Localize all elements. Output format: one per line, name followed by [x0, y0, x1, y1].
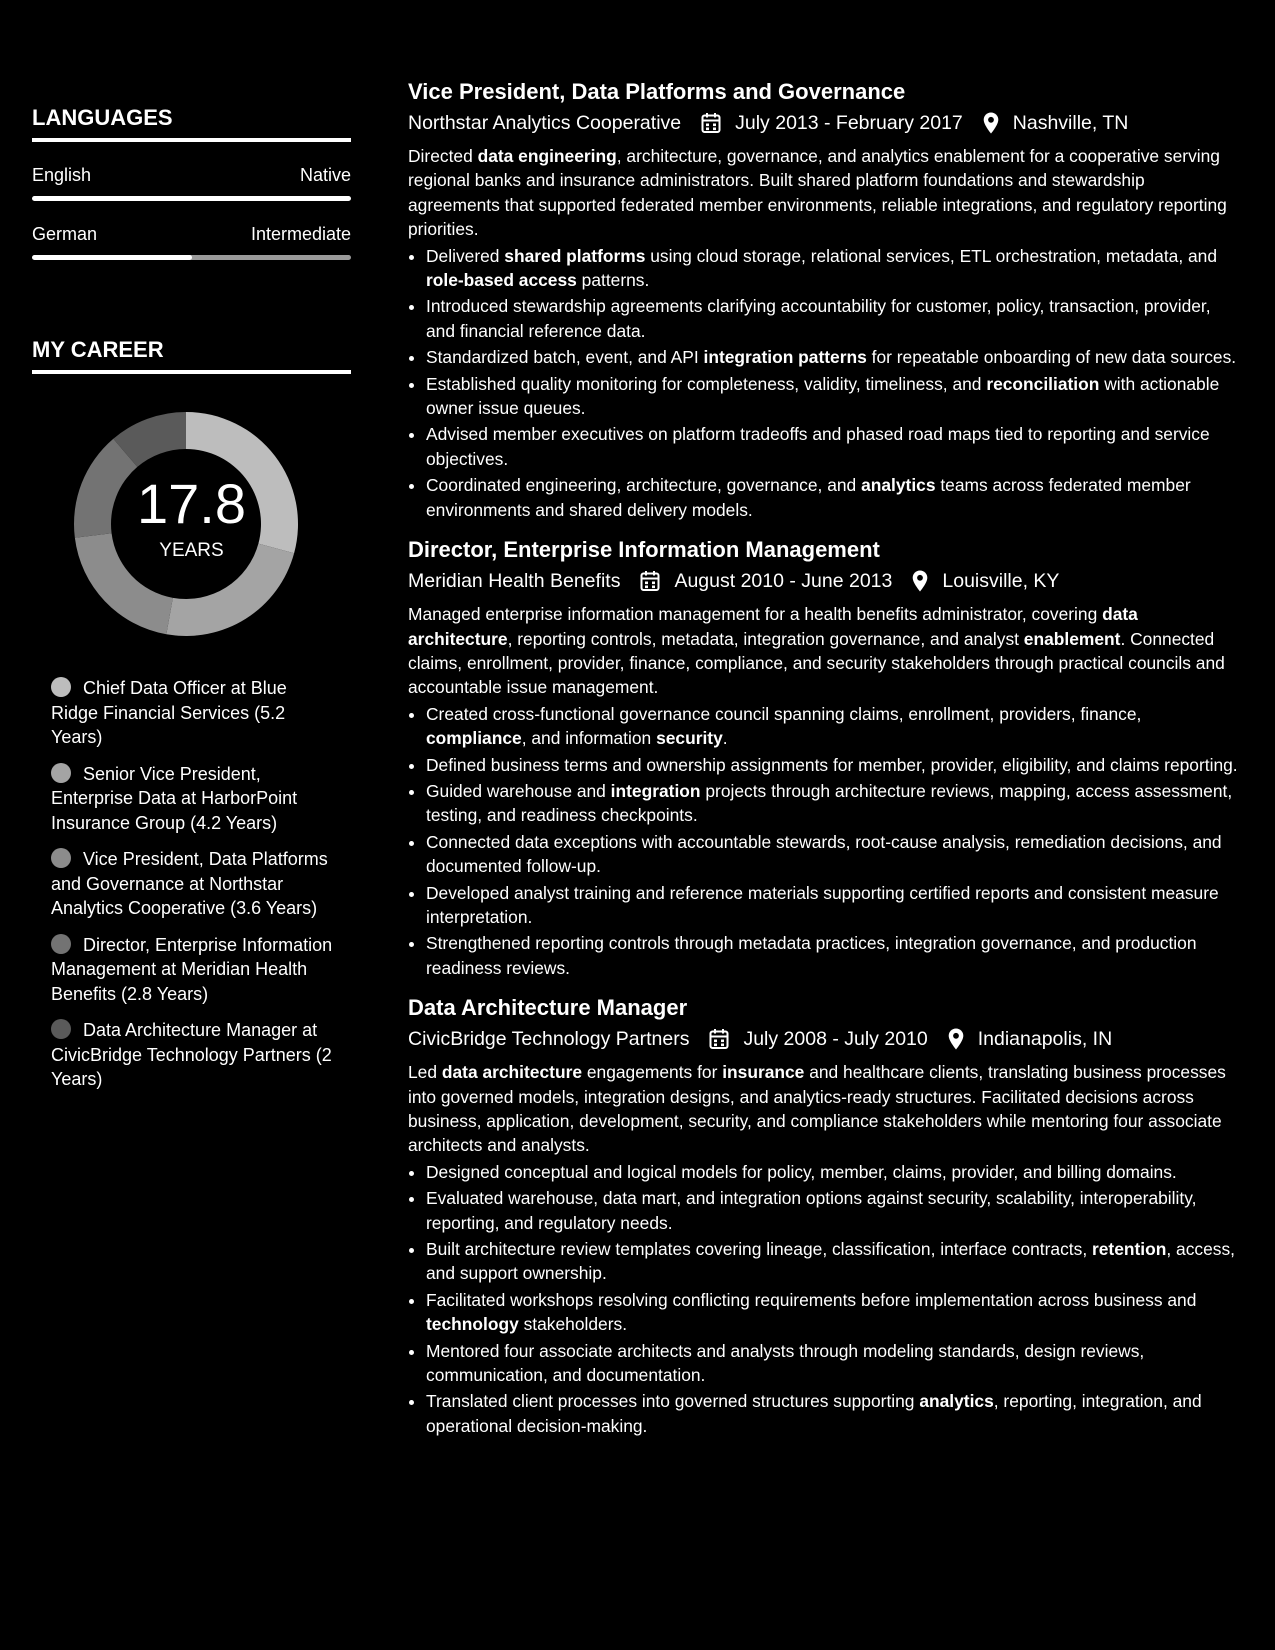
highlight-keyword: enablement	[1023, 628, 1121, 649]
languages-title: LANGUAGES	[32, 104, 351, 142]
highlight-keyword: analytics	[919, 1391, 994, 1412]
highlight-keyword: shared platforms	[504, 245, 646, 266]
highlight-keyword: integration	[610, 780, 701, 801]
languages-section	[32, 104, 351, 260]
legend-dot	[51, 1019, 71, 1039]
achievement-item: • Advised member executives on platform tradeoffs and phased road maps tied to reporting and service objectives.	[426, 422, 1238, 471]
highlight-keyword: insurance	[722, 1062, 805, 1083]
achievement-item: • Coordinated engineering, architecture, governance, and analytics teams across federated member environments and shared delivery models.	[426, 473, 1238, 522]
legend-dot	[51, 677, 71, 697]
job-entry	[408, 536, 1238, 980]
achievement-item: • Connected data exceptions with accountable stewards, root-cause analysis, remediation decisions, and documented follow-up.	[426, 830, 1238, 879]
job-meta	[408, 110, 1238, 136]
highlight-keyword: role-based access	[426, 270, 577, 291]
achievement-item: • Delivered shared platforms using cloud storage, relational services, ETL orchestration, metadata, and role-based access patterns.	[426, 244, 1238, 293]
legend-label: Chief Data Officer at Blue Ridge Financial Services (5.2 Years)	[51, 678, 287, 747]
calendar-icon	[640, 570, 660, 592]
map-pin-icon	[912, 570, 928, 592]
achievement-item: • Introduced stewardship agreements clarifying accountability for customer, policy, transaction, provider, and financial reference data.	[426, 294, 1238, 343]
career-legend-item	[51, 1018, 336, 1092]
achievement-item: • Facilitated workshops resolving conflicting requirements before implementation across business and technology stakeholders.	[426, 1288, 1238, 1337]
highlight-keyword: data architecture	[441, 1062, 583, 1083]
sidebar	[32, 104, 351, 1104]
job-location: Indianapolis, IN	[977, 1028, 1113, 1051]
language-proficiency-fill	[32, 196, 351, 201]
career-legend-item	[51, 933, 336, 1007]
job-company: Northstar Analytics Cooperative	[408, 112, 682, 134]
highlight-keyword: data engineering	[477, 146, 617, 166]
calendar-icon	[709, 1028, 729, 1050]
legend-label: Data Architecture Manager at CivicBridge Technology Partners (2 Years)	[51, 1020, 332, 1089]
highlight-keyword: technology	[426, 1314, 519, 1335]
language-item	[32, 164, 351, 201]
job-meta	[408, 1026, 1238, 1052]
achievement-item: • Developed analyst training and reference materials supporting certified reports and consistent measure interpretation.	[426, 881, 1238, 930]
language-level: Native	[299, 165, 351, 185]
map-pin-icon	[983, 112, 999, 134]
experience-section	[408, 78, 1238, 1452]
career-total-years: 17.8	[137, 472, 246, 535]
achievement-item: • Created cross-functional governance council spanning claims, enrollment, providers, finance, compliance, and information security.	[426, 702, 1238, 751]
achievement-item: • Built architecture review templates covering lineage, classification, interface contracts, retention, access, and support ownership.	[426, 1237, 1238, 1286]
legend-label: Director, Enterprise Information Management at Meridian Health Benefits (2.8 Years)	[51, 934, 333, 1004]
language-level: Intermediate	[250, 224, 351, 244]
job-dates: July 2013 - February 2017	[735, 112, 963, 134]
achievement-item: • Translated client processes into governed structures supporting analytics, reporting, integration, and operational decision-making.	[426, 1389, 1238, 1438]
job-location: Nashville, TN	[1012, 112, 1129, 134]
job-entry	[408, 78, 1238, 522]
language-proficiency-bar	[32, 196, 351, 201]
job-dates: July 2008 - July 2010	[743, 1028, 928, 1051]
career-title: MY CAREER	[32, 336, 351, 374]
job-description: Managed enterprise information management for a health benefits administrator, covering data architecture, reporting controls, metadata, integration governance, and analyst enablement. Connected claims, enrollment, provider, finance, compliance, and security stakeholders through practical councils and accountable issue management.	[408, 604, 1225, 698]
career-section	[32, 336, 351, 1092]
legend-dot	[51, 848, 71, 868]
job-company: Meridian Health Benefits	[408, 570, 621, 593]
language-proficiency-fill	[32, 255, 192, 260]
achievement-item: • Designed conceptual and logical models for policy, member, claims, provider, and billing domains.	[426, 1160, 1238, 1184]
highlight-keyword: retention	[1091, 1239, 1167, 1260]
map-pin-icon	[948, 1028, 964, 1050]
legend-dot	[51, 763, 71, 783]
job-entry	[408, 994, 1238, 1438]
job-title: Vice President, Data Platforms and Governance	[408, 79, 906, 104]
language-item	[32, 223, 351, 260]
job-meta	[408, 568, 1238, 594]
career-legend-item	[51, 762, 336, 836]
legend-dot	[51, 934, 71, 954]
language-name: English	[32, 165, 92, 185]
job-achievements	[408, 702, 1238, 980]
language-proficiency-bar	[32, 255, 351, 260]
career-donut-chart	[32, 404, 351, 644]
achievement-item: • Mentored four associate architects and analysts through modeling standards, design reviews, communication, and documentation.	[426, 1339, 1238, 1388]
legend-label: Vice President, Data Platforms and Governance at Northstar Analytics Cooperative (3.6 Years)	[51, 849, 328, 918]
job-achievements	[408, 1160, 1238, 1438]
career-legend-item	[51, 847, 336, 921]
achievement-item: • Evaluated warehouse, data mart, and integration options against security, scalability, interoperability, reporting, and regulatory needs.	[426, 1186, 1238, 1235]
job-dates: August 2010 - June 2013	[674, 570, 893, 593]
job-description: Directed data engineering, architecture, governance, and analytics enablement for a cooperative serving regional banks and insurance administrators. Built shared platform foundations and stewardship agreements that supported federated member environments, reliable integrations, and regulatory reporting priorities.	[408, 146, 1227, 240]
highlight-keyword: compliance	[426, 728, 522, 749]
highlight-keyword: analytics	[861, 475, 936, 496]
achievement-item: • Established quality monitoring for completeness, validity, timeliness, and reconciliation with actionable owner issue queues.	[426, 372, 1238, 421]
job-title: Director, Enterprise Information Management	[408, 537, 880, 563]
achievement-item: • Strengthened reporting controls through metadata practices, integration governance, and production readiness reviews.	[426, 931, 1238, 980]
job-location: Louisville, KY	[942, 570, 1060, 593]
job-title: Data Architecture Manager	[408, 995, 688, 1021]
highlight-keyword: reconciliation	[986, 373, 1100, 394]
calendar-icon	[701, 112, 721, 134]
highlight-keyword: data architecture	[408, 604, 1138, 649]
achievement-item: • Standardized batch, event, and API integration patterns for repeatable onboarding of new data sources.	[426, 345, 1238, 369]
language-name: German	[32, 224, 98, 244]
highlight-keyword: integration patterns	[703, 347, 867, 368]
achievement-item: • Guided warehouse and integration projects through architecture reviews, mapping, access assessment, testing, and readiness checkpoints.	[426, 779, 1238, 828]
achievement-item: • Defined business terms and ownership assignments for member, provider, eligibility, and claims reporting.	[426, 753, 1238, 777]
legend-label: Senior Vice President, Enterprise Data at HarborPoint Insurance Group (4.2 Years)	[51, 763, 298, 833]
career-legend-item	[51, 676, 336, 750]
job-company: CivicBridge Technology Partners	[408, 1028, 690, 1051]
job-description: Led data architecture engagements for insurance and healthcare clients, translating business processes into governed models, integration designs, and analytics-ready structures. Facilitated decisions across business, application, development, security, and compliance stakeholders while mentoring four associate architects and analysts.	[408, 1062, 1226, 1156]
job-achievements	[408, 244, 1238, 522]
career-legend	[32, 676, 336, 1092]
highlight-keyword: security	[656, 728, 723, 749]
career-total-unit: YEARS	[159, 540, 224, 561]
